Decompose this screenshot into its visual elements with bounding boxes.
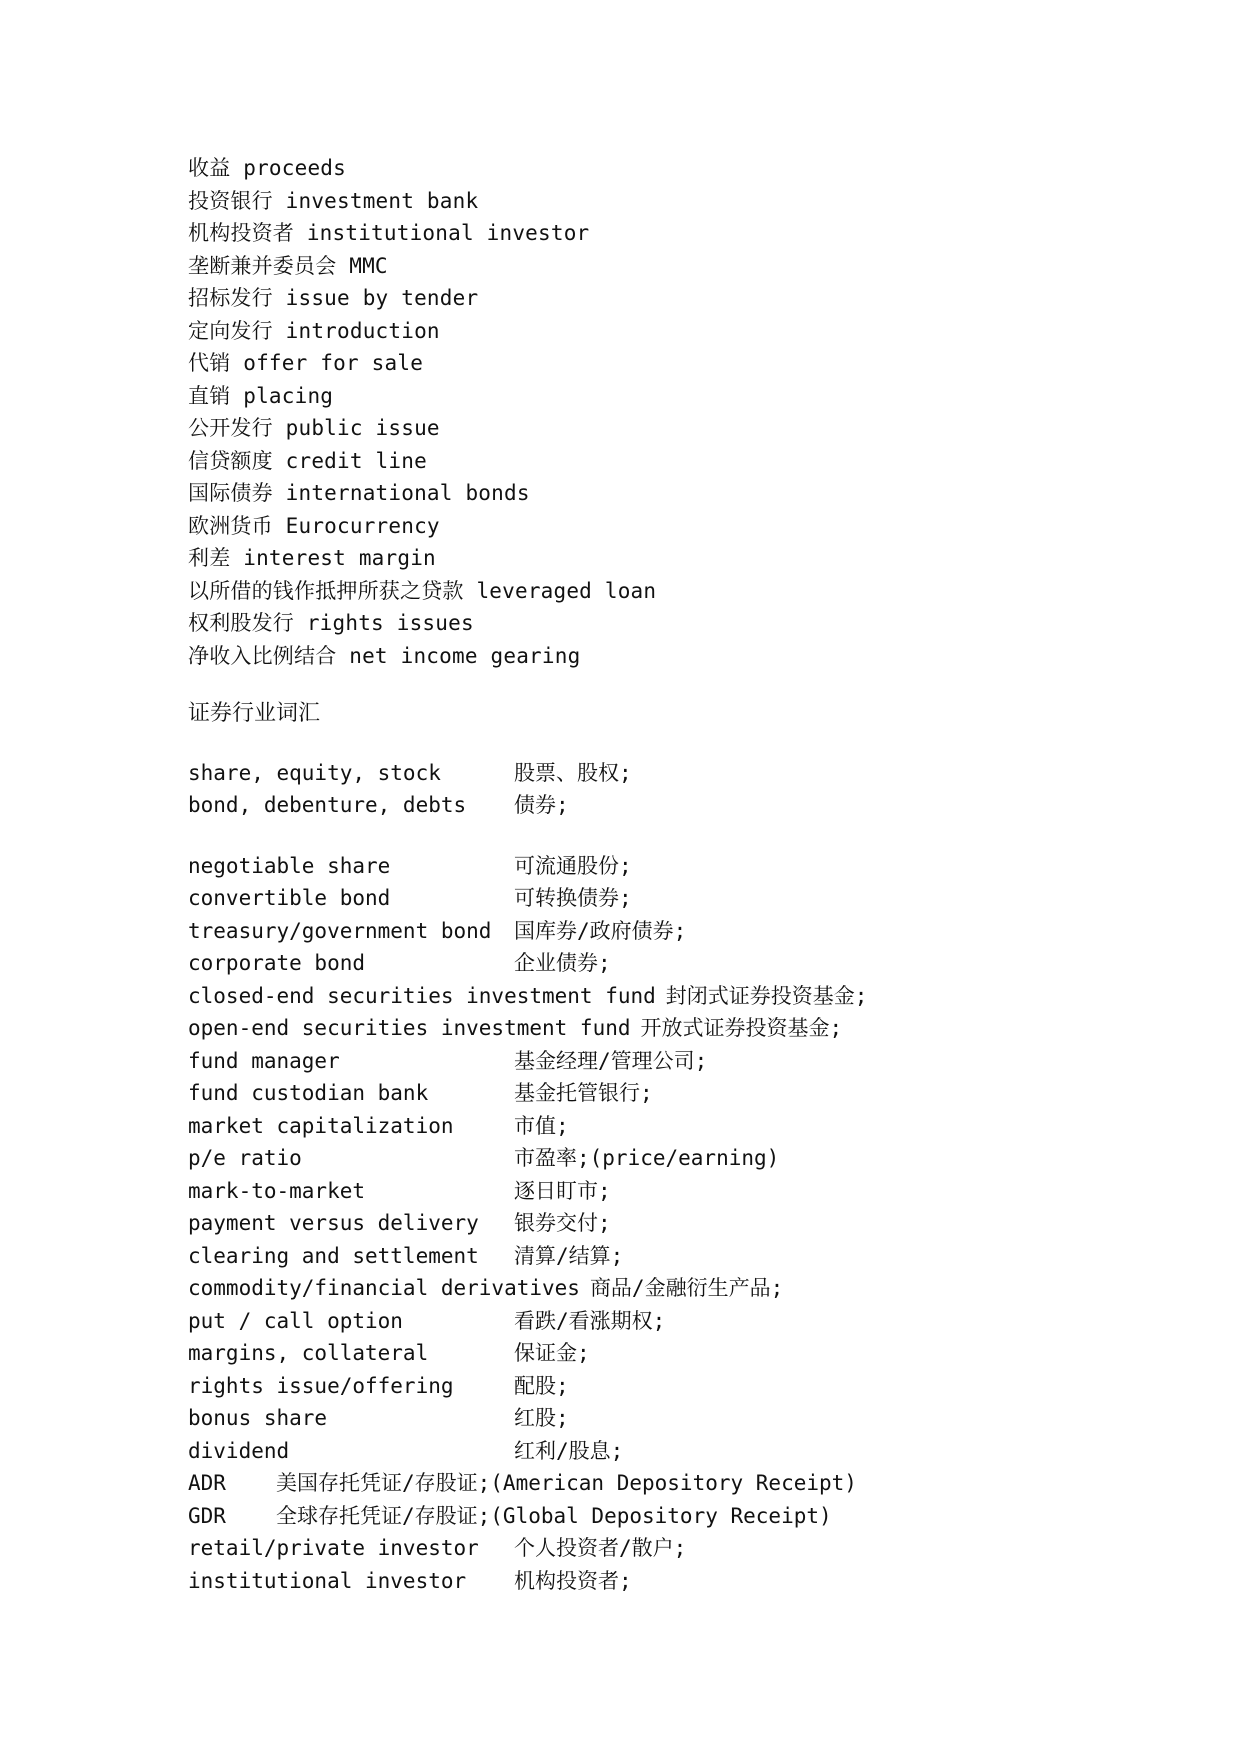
- intro-term-line: 收益 proceeds: [188, 156, 346, 180]
- term-chinese: 红股;: [514, 1406, 569, 1430]
- intro-term-line: 利差 interest margin: [188, 546, 436, 570]
- glossary-row: [188, 1500, 1148, 1533]
- term-chinese: 国库券/政府债券;: [514, 918, 687, 943]
- glossary-row: [188, 980, 1148, 1013]
- glossary-row: [188, 1012, 1148, 1045]
- term-chinese: 股票、股权;: [514, 760, 632, 785]
- glossary-row: [188, 1435, 1148, 1468]
- term-chinese: 可流通股份;: [514, 853, 632, 878]
- term-chinese: 封闭式证券投资基金;: [665, 983, 868, 1008]
- term-chinese: 商品/金融衍生产品;: [589, 1276, 784, 1300]
- intro-term-line: 投资银行 investment bank: [188, 188, 479, 213]
- glossary-row: [188, 1207, 1148, 1240]
- term-english: negotiable share: [188, 853, 391, 878]
- term-chinese: 看跌/看涨期权;: [514, 1308, 666, 1333]
- term-english: treasury/government bond: [188, 918, 492, 943]
- intro-term-line: 招标发行 issue by tender: [188, 286, 479, 310]
- term-english: bonus share: [188, 1406, 328, 1430]
- term-chinese: 红利/股息;: [514, 1438, 624, 1463]
- glossary-row: [188, 1142, 1148, 1175]
- term-english: market capitalization: [188, 1113, 454, 1138]
- glossary-row: [188, 1370, 1148, 1403]
- term-english: dividend: [188, 1438, 290, 1463]
- term-english: convertible bond: [188, 886, 391, 910]
- term-english: open-end securities investment fund: [188, 1016, 631, 1040]
- section-title: 证券行业词汇: [188, 701, 321, 726]
- term-english: p/e ratio: [188, 1146, 302, 1170]
- term-chinese: 机构投资者;: [514, 1568, 632, 1593]
- term-chinese: 清算/结算;: [514, 1243, 624, 1268]
- intro-term-line: 公开发行 public issue: [188, 416, 440, 440]
- term-chinese: 基金托管银行;: [514, 1081, 653, 1105]
- term-english: retail/private investor: [188, 1536, 479, 1560]
- intro-term-line: 国际债券 international bonds: [188, 481, 530, 505]
- glossary-row: [188, 1240, 1148, 1273]
- term-chinese: 个人投资者/散户;: [514, 1536, 687, 1560]
- term-english: closed-end securities investment fund: [188, 983, 656, 1008]
- intro-term-line: 定向发行 introduction: [188, 318, 440, 343]
- term-chinese: 基金经理/管理公司;: [514, 1048, 708, 1073]
- glossary-group-1: [188, 757, 1148, 822]
- glossary-row: [188, 1305, 1148, 1338]
- term-english: corporate bond: [188, 951, 366, 975]
- document-page: [188, 152, 1148, 1597]
- term-english: clearing and settlement: [188, 1243, 479, 1268]
- term-chinese: 债券;: [514, 793, 569, 817]
- intro-term-line: 净收入比例结合 net income gearing: [188, 643, 581, 668]
- term-english: rights issue/offering: [188, 1373, 454, 1398]
- glossary-row: [188, 789, 1148, 822]
- glossary-row: [188, 1272, 1148, 1305]
- term-chinese: 银券交付;: [514, 1211, 611, 1235]
- term-chinese: 可转换债券;: [514, 886, 632, 910]
- intro-term-line: 机构投资者 institutional investor: [188, 221, 590, 245]
- glossary-row: [188, 1402, 1148, 1435]
- intro-term-list: [188, 152, 1148, 672]
- intro-term-line: 以所借的钱作抵押所获之贷款 leveraged loan: [188, 578, 657, 603]
- term-english: put / call option: [188, 1308, 403, 1333]
- intro-term-line: 直销 placing: [188, 383, 334, 408]
- term-english: commodity/financial derivatives: [188, 1276, 580, 1300]
- term-chinese: 开放式证券投资基金;: [640, 1016, 843, 1040]
- term-english: fund custodian bank: [188, 1081, 429, 1105]
- glossary-row: [188, 1077, 1148, 1110]
- intro-term-line: 代销 offer for sale: [188, 351, 424, 375]
- term-chinese: 逐日盯市;: [514, 1178, 611, 1203]
- intro-term-line: 权利股发行 rights issues: [188, 611, 474, 635]
- glossary-row: [188, 915, 1148, 948]
- glossary-row: [188, 1045, 1148, 1078]
- term-english: share, equity, stock: [188, 760, 441, 785]
- term-chinese: 企业债券;: [514, 951, 611, 975]
- term-chinese: 市盈率;(price/earning): [514, 1146, 780, 1170]
- term-english: bond, debenture, debts: [188, 793, 467, 817]
- glossary-row: [188, 850, 1148, 883]
- glossary-row: [188, 1110, 1148, 1143]
- term-chinese: 市值;: [514, 1113, 569, 1138]
- glossary-group-2: [188, 850, 1148, 1598]
- term-chinese: 美国存托凭证/存股证;(American Depository Receipt): [276, 1471, 857, 1495]
- glossary-row: [188, 882, 1148, 915]
- intro-term-line: 垄断兼并委员会 MMC: [188, 253, 388, 278]
- glossary-row: [188, 1337, 1148, 1370]
- term-english: payment versus delivery: [188, 1211, 479, 1235]
- glossary-row: [188, 1467, 1148, 1500]
- term-english: institutional investor: [188, 1568, 467, 1593]
- spacer: [188, 822, 1148, 850]
- glossary-row: [188, 947, 1148, 980]
- glossary-row: [188, 757, 1148, 790]
- glossary-row: [188, 1532, 1148, 1565]
- term-chinese: 配股;: [514, 1373, 569, 1398]
- term-chinese: 保证金;: [514, 1341, 590, 1365]
- term-english: GDR: [188, 1503, 226, 1528]
- glossary-row: [188, 1175, 1148, 1208]
- intro-term-line: 信贷额度 credit line: [188, 448, 427, 473]
- intro-term-line: 欧洲货币 Eurocurrency: [188, 513, 440, 538]
- term-chinese: 全球存托凭证/存股证;(Global Depository Receipt): [276, 1503, 832, 1528]
- term-english: ADR: [188, 1471, 226, 1495]
- term-english: fund manager: [188, 1048, 340, 1073]
- term-english: margins, collateral: [188, 1341, 429, 1365]
- term-english: mark-to-market: [188, 1178, 366, 1203]
- glossary-row: [188, 1565, 1148, 1598]
